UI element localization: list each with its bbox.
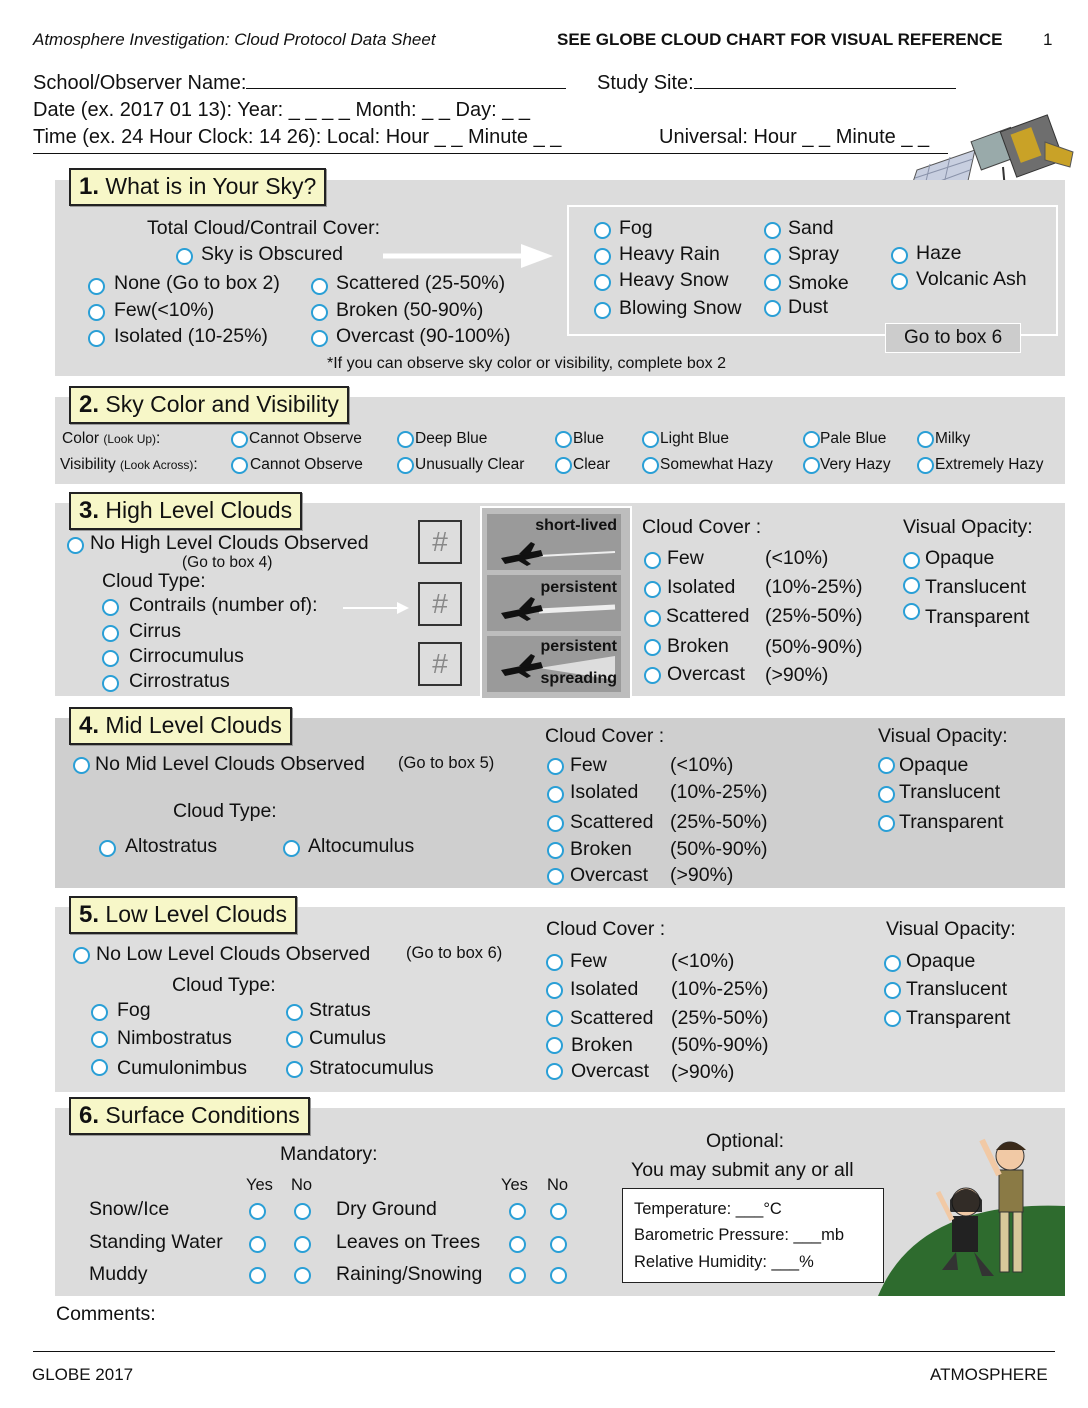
- mid-cover-name: Few: [570, 754, 607, 776]
- page-number: 1: [1043, 30, 1053, 49]
- condition-label: Standing Water: [89, 1231, 223, 1253]
- obsc-blowing-snow-radio[interactable]: [594, 302, 611, 319]
- spreading-label: spreading: [540, 670, 617, 687]
- visibility-option-label: Unusually Clear: [415, 456, 525, 473]
- low-type-label: Cumulonimbus: [117, 1057, 248, 1079]
- cover-isolated-radio[interactable]: [88, 330, 105, 347]
- high-cover-name: Few: [667, 547, 704, 569]
- header-rule: [33, 153, 948, 154]
- low-opacity-option: Translucent: [906, 978, 1008, 1000]
- low-cloud-type-label: Cloud Type:: [172, 974, 276, 996]
- persistent-spreading-label: persistent: [540, 638, 617, 655]
- cirrocumulus-label: Cirrocumulus: [129, 645, 244, 667]
- high-opacity-option: Opaque: [925, 547, 995, 569]
- mid-opacity-option: Translucent: [899, 781, 1001, 803]
- site-field[interactable]: [597, 70, 956, 95]
- color-option-label: Cannot Observe: [249, 430, 362, 447]
- snow-ice-no-radio[interactable]: [294, 1203, 311, 1220]
- standing-water-no-radio[interactable]: [294, 1236, 311, 1253]
- mid-opaque-radio[interactable]: [878, 757, 895, 774]
- high-cover-name: Overcast: [667, 663, 746, 685]
- cover-few-label: Few(<10%): [114, 299, 215, 321]
- high-cover-range: (>90%): [765, 664, 829, 686]
- leaves-yes-radio[interactable]: [509, 1236, 526, 1253]
- mandatory-label: Mandatory:: [280, 1143, 378, 1165]
- mid-cover-name: Scattered: [570, 811, 654, 833]
- condition-label: Snow/Ice: [89, 1198, 170, 1220]
- color-cannot-observe-radio[interactable]: [231, 431, 248, 448]
- mid-cover-range: (10%-25%): [670, 781, 768, 803]
- high-cover-range: (50%-90%): [765, 636, 863, 658]
- vis-very-hazy-radio[interactable]: [803, 457, 820, 474]
- persistent-contrail-image: [487, 575, 621, 631]
- obsc-sand-radio[interactable]: [764, 222, 781, 239]
- color-blue-radio[interactable]: [555, 431, 572, 448]
- cover-overcast-label: Overcast (90-100%): [336, 325, 511, 347]
- color-milky-radio[interactable]: [917, 431, 934, 448]
- high-cover-broken-radio[interactable]: [644, 639, 661, 656]
- mid-cover-isolated-radio[interactable]: [547, 786, 564, 803]
- high-cover-scattered-radio[interactable]: [644, 610, 661, 627]
- humidity-field[interactable]: Relative Humidity: ___%: [634, 1253, 814, 1271]
- cirrus-radio[interactable]: [102, 625, 119, 642]
- visibility-option-label: Extremely Hazy: [935, 456, 1044, 473]
- cirrocumulus-radio[interactable]: [102, 650, 119, 667]
- low-translucent-radio[interactable]: [884, 982, 901, 999]
- low-cover-few-radio[interactable]: [546, 954, 563, 971]
- obsc-blowing-snow-label: Blowing Snow: [619, 297, 742, 319]
- mid-cover-overcast-radio[interactable]: [547, 868, 564, 885]
- low-cover-label: Cloud Cover :: [546, 918, 666, 940]
- high-cover-name: Scattered: [666, 605, 750, 627]
- standing-water-yes-radio[interactable]: [249, 1236, 266, 1253]
- high-cover-name: Broken: [667, 635, 729, 657]
- no-high-clouds-label: No High Level Clouds Observed: [90, 532, 369, 554]
- high-translucent-radio[interactable]: [903, 577, 920, 594]
- color-option-label: Deep Blue: [415, 430, 488, 447]
- no-mid-clouds-label: No Mid Level Clouds Observed: [95, 753, 365, 775]
- no-low-clouds-label: No Low Level Clouds Observed: [96, 943, 371, 965]
- low-cover-name: Isolated: [570, 978, 639, 1000]
- obsc-heavy-snow-label: Heavy Snow: [619, 269, 729, 291]
- short-lived-label: short-lived: [535, 517, 617, 534]
- contrails-radio[interactable]: [102, 599, 119, 616]
- condition-label: Leaves on Trees: [336, 1231, 481, 1253]
- high-cover-range: (25%-50%): [765, 605, 863, 627]
- mid-opacity-option: Transparent: [899, 811, 1004, 833]
- mid-opacity-option: Opaque: [899, 754, 969, 776]
- high-transparent-radio[interactable]: [903, 603, 920, 620]
- dry-ground-no-radio[interactable]: [550, 1203, 567, 1220]
- temperature-field[interactable]: Temperature: ___°C: [634, 1200, 782, 1218]
- school-label: School/Observer Name:: [33, 72, 247, 94]
- obsc-fog-radio[interactable]: [594, 222, 611, 239]
- color-light-blue-radio[interactable]: [642, 431, 659, 448]
- low-opacity-option: Transparent: [906, 1007, 1011, 1029]
- obsc-smoke-label: Smoke: [788, 272, 849, 294]
- school-field[interactable]: [33, 70, 566, 95]
- obsc-spray-label: Spray: [788, 243, 839, 265]
- short-lived-count-box[interactable]: #: [418, 520, 462, 564]
- obsc-smoke-radio[interactable]: [764, 274, 781, 291]
- vis-somewhat-hazy-radio[interactable]: [642, 457, 659, 474]
- altocumulus-radio[interactable]: [283, 840, 300, 857]
- raining-snowing-no-radio[interactable]: [550, 1267, 567, 1284]
- comments-field[interactable]: [170, 1300, 1050, 1340]
- cumulonimbus-radio[interactable]: [91, 1059, 108, 1076]
- low-cover-broken-radio[interactable]: [546, 1037, 563, 1054]
- high-cover-range: (<10%): [765, 547, 829, 569]
- comments-label: Comments:: [56, 1303, 156, 1325]
- obsc-fog-label: Fog: [619, 217, 653, 239]
- obsc-heavy-snow-radio[interactable]: [594, 274, 611, 291]
- mid-opacity-label: Visual Opacity:: [878, 725, 1008, 747]
- mid-cover-label: Cloud Cover :: [545, 725, 665, 747]
- vis-unusually-clear-radio[interactable]: [397, 457, 414, 474]
- color-row-label: Color (Look Up):: [62, 430, 161, 447]
- spreading-contrail-image: [487, 636, 621, 692]
- optional-label: Optional:: [706, 1130, 785, 1152]
- footer-left: GLOBE 2017: [32, 1365, 134, 1384]
- vis-extremely-hazy-radio[interactable]: [917, 457, 934, 474]
- cover-overcast-radio[interactable]: [311, 330, 328, 347]
- raining-snowing-yes-radio[interactable]: [509, 1267, 526, 1284]
- visibility-row-label: Visibility (Look Across):: [60, 456, 198, 473]
- box2-title: 2. Sky Color and Visibility: [69, 386, 349, 424]
- no-header: No: [291, 1176, 313, 1194]
- mid-cover-name: Broken: [570, 838, 632, 860]
- visibility-option-label: Clear: [573, 456, 611, 473]
- date-field[interactable]: Date (ex. 2017 01 13): Year: _ _ _ _ Month: _ _ Day: _ _: [33, 99, 530, 121]
- contrails-label: Contrails (number of):: [129, 594, 318, 616]
- obsc-dust-radio[interactable]: [764, 300, 781, 317]
- color-pale-blue-radio[interactable]: [803, 431, 820, 448]
- color-option-label: Pale Blue: [820, 430, 887, 447]
- color-deep-blue-radio[interactable]: [397, 431, 414, 448]
- optional-note: You may submit any or all: [631, 1159, 854, 1181]
- muddy-yes-radio[interactable]: [249, 1267, 266, 1284]
- low-cover-range: (50%-90%): [671, 1034, 769, 1056]
- stratocumulus-radio[interactable]: [286, 1061, 303, 1078]
- no-low-clouds-radio[interactable]: [73, 947, 90, 964]
- low-opacity-option: Opaque: [906, 950, 976, 972]
- low-cover-name: Broken: [571, 1034, 633, 1056]
- mid-cover-scattered-radio[interactable]: [547, 815, 564, 832]
- box1-title: 1. What is in Your Sky?: [69, 168, 326, 206]
- muddy-no-radio[interactable]: [294, 1267, 311, 1284]
- contrail-arrow-icon: [343, 601, 409, 615]
- mid-cover-name: Overcast: [570, 864, 649, 886]
- mid-translucent-radio[interactable]: [878, 786, 895, 803]
- stratus-radio[interactable]: [286, 1004, 303, 1021]
- yes-header: Yes: [246, 1176, 273, 1194]
- low-transparent-radio[interactable]: [884, 1010, 901, 1027]
- cirrostratus-radio[interactable]: [102, 675, 119, 692]
- color-option-label: Milky: [935, 430, 971, 447]
- obscured-radio[interactable]: [176, 248, 193, 265]
- mid-transparent-radio[interactable]: [878, 815, 895, 832]
- mid-cloud-type-label: Cloud Type:: [173, 800, 277, 822]
- obsc-heavy-rain-radio[interactable]: [594, 248, 611, 265]
- go-to-box-6-button[interactable]: Go to box 6: [885, 323, 1021, 353]
- high-opacity-option: Translucent: [925, 576, 1027, 598]
- altostratus-label: Altostratus: [125, 835, 218, 857]
- footer-right: ATMOSPHERE: [930, 1365, 1048, 1384]
- cover-scattered-radio[interactable]: [311, 278, 328, 295]
- cumulus-radio[interactable]: [286, 1031, 303, 1048]
- pressure-field[interactable]: Barometric Pressure: ___mb: [634, 1226, 844, 1244]
- mid-cover-few-radio[interactable]: [547, 758, 564, 775]
- altostratus-radio[interactable]: [99, 840, 116, 857]
- low-type-label: Cumulus: [309, 1027, 386, 1049]
- sheet-title: Atmosphere Investigation: Cloud Protocol Data Sheet: [33, 30, 436, 49]
- box4-title: 4. Mid Level Clouds: [69, 707, 292, 745]
- cover-scattered-label: Scattered (25-50%): [336, 272, 506, 294]
- condition-label: Raining/Snowing: [336, 1263, 483, 1285]
- obsc-dust-label: Dust: [788, 296, 829, 318]
- low-cover-overcast-radio[interactable]: [546, 1063, 563, 1080]
- dry-ground-yes-radio[interactable]: [509, 1203, 526, 1220]
- low-type-label: Fog: [117, 999, 151, 1021]
- low-type-label: Stratocumulus: [309, 1057, 434, 1079]
- box3-title: 3. High Level Clouds: [69, 492, 302, 530]
- high-opacity-option: Transparent: [925, 606, 1030, 628]
- arrow-icon: [383, 243, 555, 269]
- cover-broken-label: Broken (50-90%): [336, 299, 484, 321]
- mid-cover-broken-radio[interactable]: [547, 842, 564, 859]
- obsc-spray-radio[interactable]: [764, 248, 781, 265]
- cover-none-radio[interactable]: [88, 278, 105, 295]
- no-mid-goto: (Go to box 5): [398, 754, 495, 772]
- persistent-label: persistent: [540, 579, 617, 596]
- visibility-option-label: Very Hazy: [820, 456, 891, 473]
- low-cover-range: (25%-50%): [671, 1007, 769, 1029]
- footer-rule: [33, 1351, 1055, 1352]
- students-illustration: [878, 1120, 1065, 1296]
- obscured-label: Sky is Obscured: [201, 243, 343, 265]
- box2-note: *If you can observe sky color or visibility, complete box 2: [327, 355, 726, 372]
- no-low-goto: (Go to box 6): [406, 944, 503, 962]
- high-opaque-radio[interactable]: [903, 552, 920, 569]
- mid-cover-range: (>90%): [670, 864, 734, 886]
- low-cover-name: Scattered: [570, 1007, 654, 1029]
- high-cover-label: Cloud Cover :: [642, 516, 762, 538]
- visibility-option-label: Somewhat Hazy: [660, 456, 773, 473]
- mid-cover-range: (50%-90%): [670, 838, 768, 860]
- condition-label: Dry Ground: [336, 1198, 437, 1220]
- high-opacity-label: Visual Opacity:: [903, 516, 1033, 538]
- box5-title: 5. Low Level Clouds: [69, 896, 297, 934]
- visibility-option-label: Cannot Observe: [250, 456, 363, 473]
- mid-cover-name: Isolated: [570, 781, 639, 803]
- low-cover-range: (<10%): [671, 950, 735, 972]
- obsc-heavy-rain-label: Heavy Rain: [619, 243, 720, 265]
- reference-note: SEE GLOBE CLOUD CHART FOR VISUAL REFERENCE: [557, 30, 1003, 49]
- low-cover-range: (>90%): [671, 1061, 735, 1083]
- nimbostratus-radio[interactable]: [91, 1031, 108, 1048]
- condition-label: Muddy: [89, 1263, 148, 1285]
- low-opacity-label: Visual Opacity:: [886, 918, 1016, 940]
- leaves-no-radio[interactable]: [550, 1236, 567, 1253]
- snow-ice-yes-radio[interactable]: [249, 1203, 266, 1220]
- color-option-label: Light Blue: [660, 430, 729, 447]
- low-cover-name: Few: [570, 950, 607, 972]
- persistent-count-box[interactable]: #: [418, 582, 462, 626]
- local-time-field[interactable]: Time (ex. 24 Hour Clock: 14 26): Local: Hour _ _ Minute _ _: [33, 126, 562, 148]
- spreading-count-box[interactable]: #: [418, 642, 462, 686]
- high-cover-overcast-radio[interactable]: [644, 667, 661, 684]
- high-cover-isolated-radio[interactable]: [644, 581, 661, 598]
- high-cover-range: (10%-25%): [765, 576, 863, 598]
- no-high-goto: (Go to box 4): [182, 554, 273, 571]
- site-label: Study Site:: [597, 72, 694, 94]
- yes-header: Yes: [501, 1176, 528, 1194]
- cirrus-label: Cirrus: [129, 620, 181, 642]
- high-cloud-type-label: Cloud Type:: [102, 570, 206, 592]
- universal-time-field[interactable]: Universal: Hour _ _ Minute _ _: [659, 126, 930, 148]
- high-cover-name: Isolated: [667, 576, 736, 598]
- low-fog-radio[interactable]: [91, 1004, 108, 1021]
- mid-cover-range: (<10%): [670, 754, 734, 776]
- vis-clear-radio[interactable]: [555, 457, 572, 474]
- low-opaque-radio[interactable]: [884, 955, 901, 972]
- vis-cannot-observe-radio[interactable]: [231, 457, 248, 474]
- obsc-haze-radio[interactable]: [891, 247, 908, 264]
- low-cover-range: (10%-25%): [671, 978, 769, 1000]
- obsc-sand-label: Sand: [788, 217, 834, 239]
- cover-few-radio[interactable]: [88, 304, 105, 321]
- low-cover-isolated-radio[interactable]: [546, 982, 563, 999]
- high-cover-few-radio[interactable]: [644, 552, 661, 569]
- altocumulus-label: Altocumulus: [308, 835, 415, 857]
- low-type-label: Nimbostratus: [117, 1027, 232, 1049]
- low-cover-name: Overcast: [571, 1060, 650, 1082]
- cover-none-label: None (Go to box 2): [114, 272, 280, 294]
- mid-cover-range: (25%-50%): [670, 811, 768, 833]
- box6-title: 6. Surface Conditions: [69, 1097, 310, 1135]
- obsc-haze-label: Haze: [916, 242, 962, 264]
- short-lived-contrail-image: [487, 514, 621, 570]
- cover-label: Total Cloud/Contrail Cover:: [147, 217, 381, 239]
- cover-broken-radio[interactable]: [311, 304, 328, 321]
- no-mid-clouds-radio[interactable]: [73, 757, 90, 774]
- obsc-volcanic-ash-radio[interactable]: [891, 273, 908, 290]
- no-high-clouds-radio[interactable]: [67, 537, 84, 554]
- no-header: No: [547, 1176, 569, 1194]
- cover-isolated-label: Isolated (10-25%): [114, 325, 268, 347]
- obsc-volcanic-ash-label: Volcanic Ash: [916, 268, 1027, 290]
- low-type-label: Stratus: [309, 999, 371, 1021]
- low-cover-scattered-radio[interactable]: [546, 1010, 563, 1027]
- cirrostratus-label: Cirrostratus: [129, 670, 230, 692]
- contrail-type-panel: [480, 506, 632, 700]
- color-option-label: Blue: [573, 430, 605, 447]
